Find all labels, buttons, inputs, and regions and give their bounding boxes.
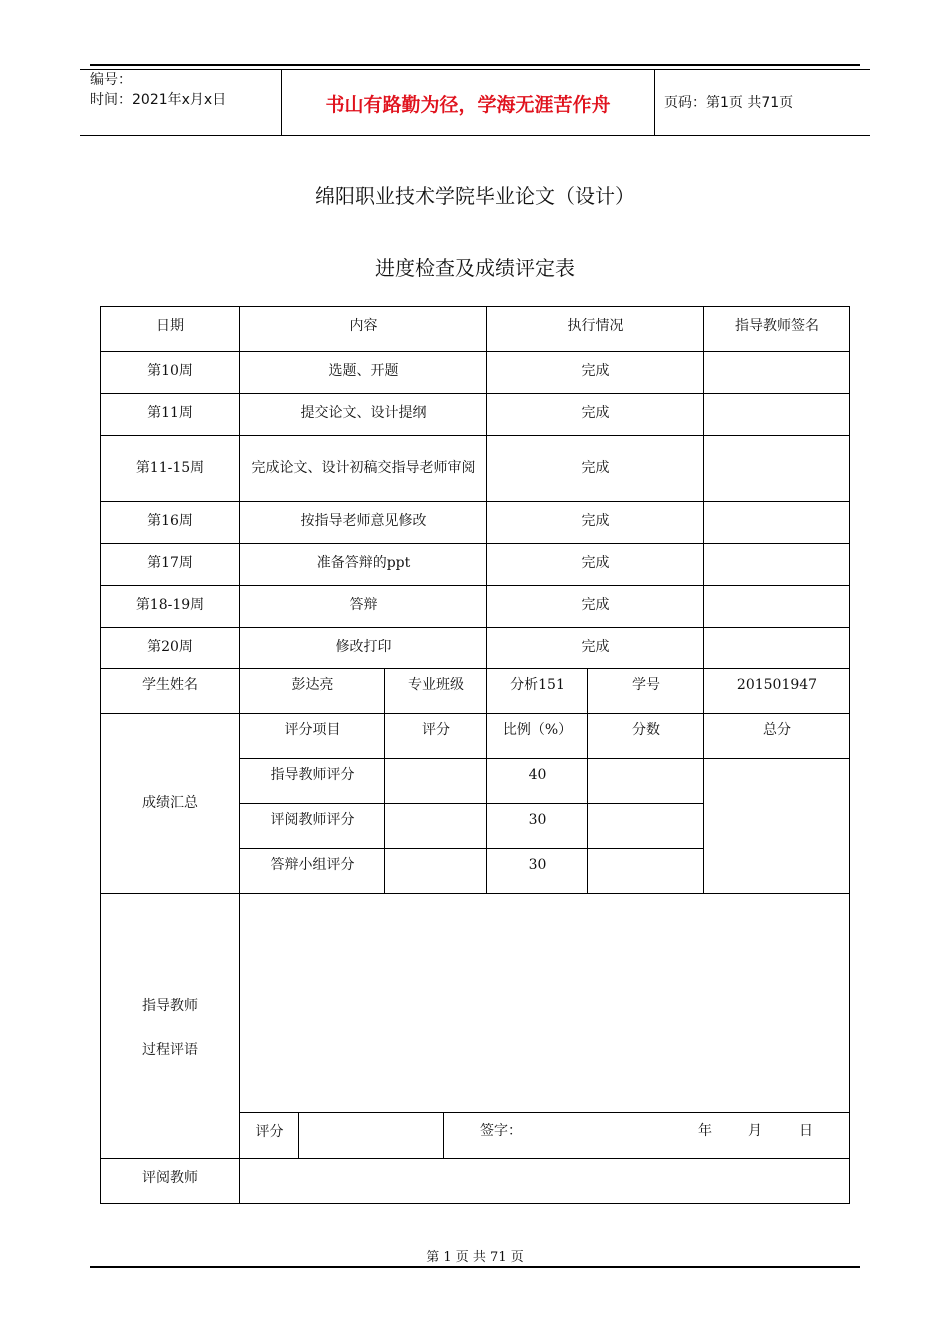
row-content: 选题、开题 (328, 363, 399, 379)
row-status: 完成 (581, 639, 610, 655)
row-content: 按指导老师意见修改 (300, 513, 427, 529)
header-motto: 书山有路勤为径，学海无涯苦作舟 (325, 93, 611, 116)
table-border-bottom-right (240, 1203, 850, 1204)
comments-sign-label: 签字： (480, 1123, 522, 1139)
comments-month: 月 (748, 1123, 762, 1139)
row-line (239, 1112, 850, 1113)
reviewer-label: 评阅教师 (142, 1170, 198, 1186)
grades-header-item: 评分项目 (284, 722, 341, 738)
header-top-rule (90, 64, 860, 66)
grades-header-score: 评分 (422, 722, 450, 738)
grade-item-name: 答辩小组评分 (270, 857, 355, 873)
col-header-signature: 指导教师签名 (735, 318, 819, 334)
header-page-info: 页码：第1页 共71页 (664, 95, 794, 111)
row-content: 提交论文、设计提纲 (300, 405, 427, 421)
row-date: 第18-19周 (135, 597, 205, 613)
document-number: 编号： (90, 72, 132, 88)
col-line (443, 1112, 444, 1158)
student-id: 201501947 (736, 677, 818, 693)
col-header-date: 日期 (156, 318, 184, 334)
grades-header-ratio: 比例（%） (502, 722, 573, 738)
row-status: 完成 (581, 513, 610, 529)
grade-item-name: 评阅教师评分 (270, 812, 355, 828)
footer-rule (90, 1266, 860, 1268)
row-status: 完成 (581, 460, 610, 476)
grades-header-total: 总分 (763, 722, 791, 738)
footer-page-number: 第 1 页 共 71 页 (426, 1250, 524, 1265)
document-subtitle: 进度检查及成绩评定表 (375, 256, 575, 280)
table-border-bottom-left (100, 1203, 240, 1204)
row-status: 完成 (581, 597, 610, 613)
grade-item-name: 指导教师评分 (270, 767, 355, 783)
grades-header-points: 分数 (632, 722, 660, 738)
row-date: 第11-15周 (135, 460, 205, 476)
comments-year: 年 (698, 1123, 712, 1139)
student-class: 分析151 (510, 677, 565, 693)
row-content: 修改打印 (335, 639, 392, 655)
grades-section-label: 成绩汇总 (142, 795, 198, 811)
comments-label-line2: 过程评语 (142, 1042, 198, 1058)
row-content: 完成论文、设计初稿交指导老师审阅 (251, 460, 476, 476)
row-status: 完成 (581, 555, 610, 571)
row-status: 完成 (581, 405, 610, 421)
row-date: 第11周 (147, 405, 193, 421)
student-class-label: 专业班级 (408, 677, 464, 693)
row-date: 第16周 (147, 513, 193, 529)
table-border-right (849, 306, 850, 1204)
row-date: 第17周 (147, 555, 193, 571)
grade-item-ratio: 40 (528, 767, 547, 783)
header-divider-2 (654, 69, 655, 136)
document-time: 时间：2021年x月x日 (90, 92, 227, 108)
row-date: 第20周 (147, 639, 193, 655)
header-meta (90, 70, 226, 110)
student-name-label: 学生姓名 (142, 677, 198, 693)
col-header-content: 内容 (349, 318, 378, 334)
student-name: 彭达亮 (291, 677, 334, 693)
row-line (100, 893, 850, 894)
comments-day: 日 (799, 1123, 813, 1139)
grade-item-ratio: 30 (528, 812, 547, 828)
row-content: 准备答辩的ppt (316, 555, 411, 571)
row-content: 答辩 (349, 597, 378, 613)
comments-label-line1: 指导教师 (142, 998, 198, 1014)
comments-section-label (100, 984, 240, 1072)
grade-item-ratio: 30 (528, 857, 547, 873)
comments-score-label: 评分 (255, 1124, 284, 1140)
row-status: 完成 (581, 363, 610, 379)
col-header-status: 执行情况 (567, 318, 624, 334)
student-id-label: 学号 (632, 677, 660, 693)
document-title: 绵阳职业技术学院毕业论文（设计） (315, 184, 635, 208)
row-date: 第10周 (147, 363, 193, 379)
